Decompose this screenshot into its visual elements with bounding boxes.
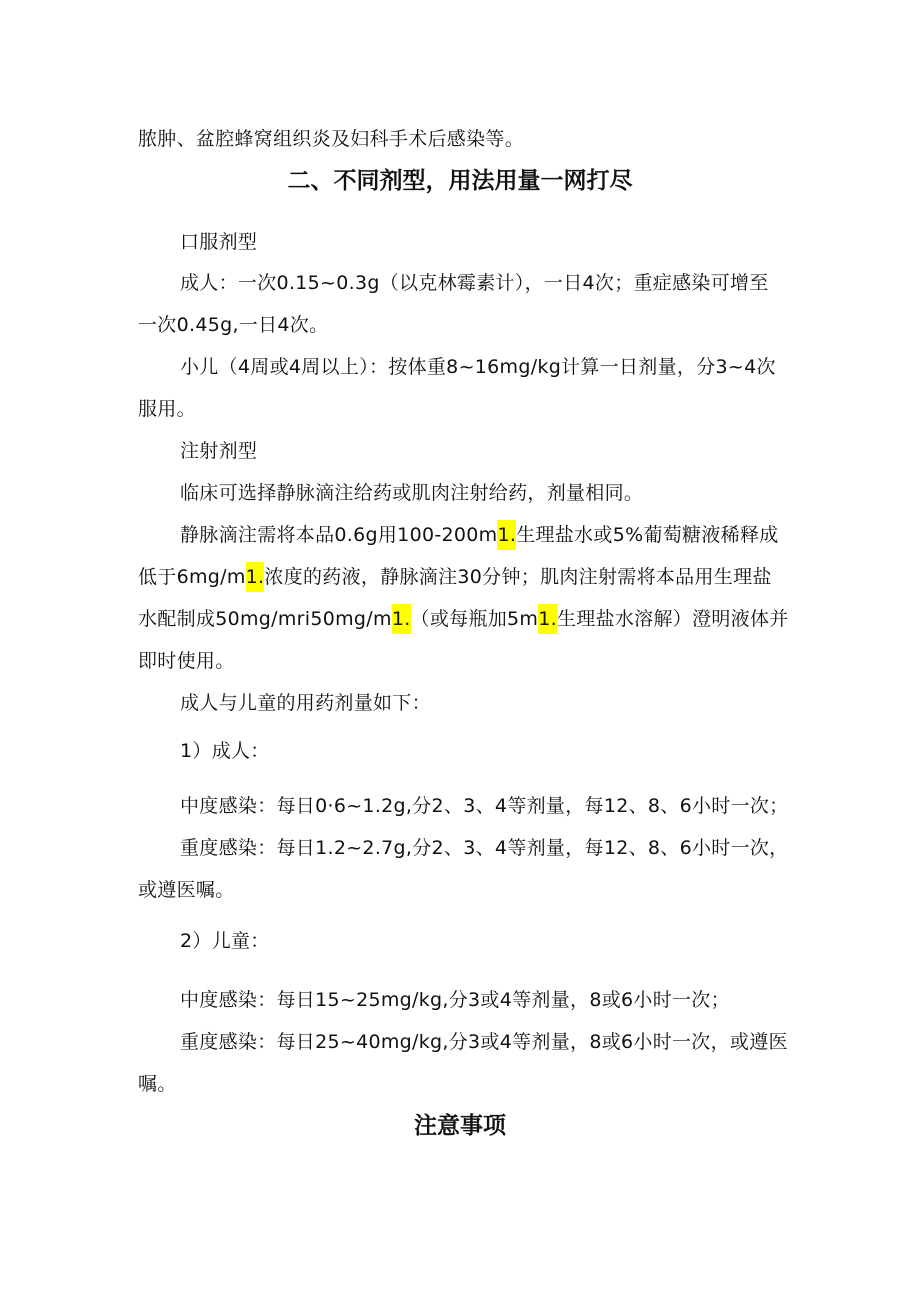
paragraph-line: [180, 521, 779, 549]
paragraph-line: 成人：一次0.15~0.3g（以克林霉素计），一日4次；重症感染可增至: [180, 272, 769, 294]
paragraph-line: 即时使用。: [138, 650, 235, 672]
highlighted-text: 1.: [538, 604, 557, 634]
list-heading-child: 2）儿童：: [180, 930, 270, 952]
paragraph-line: 重度感染：每日1.2~2.7g,分2、3、4等剂量，每12、8、6小时一次，: [180, 837, 789, 859]
text-run: 生理盐水溶解）澄明液体并: [556, 608, 789, 630]
paragraph-line: 小儿（4周或4周以上）：按体重8~16mg∕kg计算一日剂量，分3~4次: [180, 356, 776, 378]
highlighted-text: 1.: [497, 520, 516, 550]
paragraph-line: 一次0.45g,一日4次。: [138, 314, 329, 336]
paragraph-line: [138, 563, 772, 591]
paragraph-line: 成人与儿童的用药剂量如下：: [180, 692, 431, 714]
text-run: （或每瓶加5m: [410, 608, 539, 630]
paragraph-line: 或遵医嘱。: [138, 879, 235, 901]
paragraph-line: 中度感染：每日15~25mg∕kg,分3或4等剂量，8或6小时一次；: [180, 989, 730, 1011]
paragraph-line: 服用。: [138, 398, 196, 420]
section-heading: 二、不同剂型，用法用量一网打尽: [287, 168, 633, 194]
subsection-title-injection: 注射剂型: [180, 440, 258, 462]
paragraph-line: [138, 605, 789, 633]
highlighted-text: 1.: [392, 604, 411, 634]
paragraph-line: 临床可选择静脉滴注给药或肌肉注射给药，剂量相同。: [180, 482, 644, 504]
paragraph-line: 中度感染：每日0·6~1.2g,分2、3、4等剂量，每12、8、6小时一次；: [180, 795, 789, 817]
highlighted-text: 1.: [246, 562, 265, 592]
text-run: 静脉滴注需将本品0.6g用100-200m: [180, 524, 498, 546]
text-run: 浓度的药液，静脉滴注30分钟；肌肉注射需将本品用生理盐: [264, 566, 772, 588]
paragraph-line: 脓肿、盆腔蜂窝组织炎及妇科手术后感染等。: [138, 128, 525, 150]
paragraph-line: 嘱。: [138, 1073, 177, 1095]
text-run: 生理盐水或5%葡萄糖液稀释成: [516, 524, 779, 546]
section-heading-notes: 注意事项: [414, 1113, 506, 1139]
text-run: 水配制成50mg∕mri50mg∕m: [138, 608, 392, 630]
subsection-title-oral: 口服剂型: [180, 231, 258, 253]
paragraph-line: 重度感染：每日25~40mg∕kg,分3或4等剂量，8或6小时一次，或遵医: [180, 1031, 788, 1053]
text-run: 低于6mg∕m: [138, 566, 246, 588]
list-heading-adult: 1）成人：: [180, 740, 270, 762]
